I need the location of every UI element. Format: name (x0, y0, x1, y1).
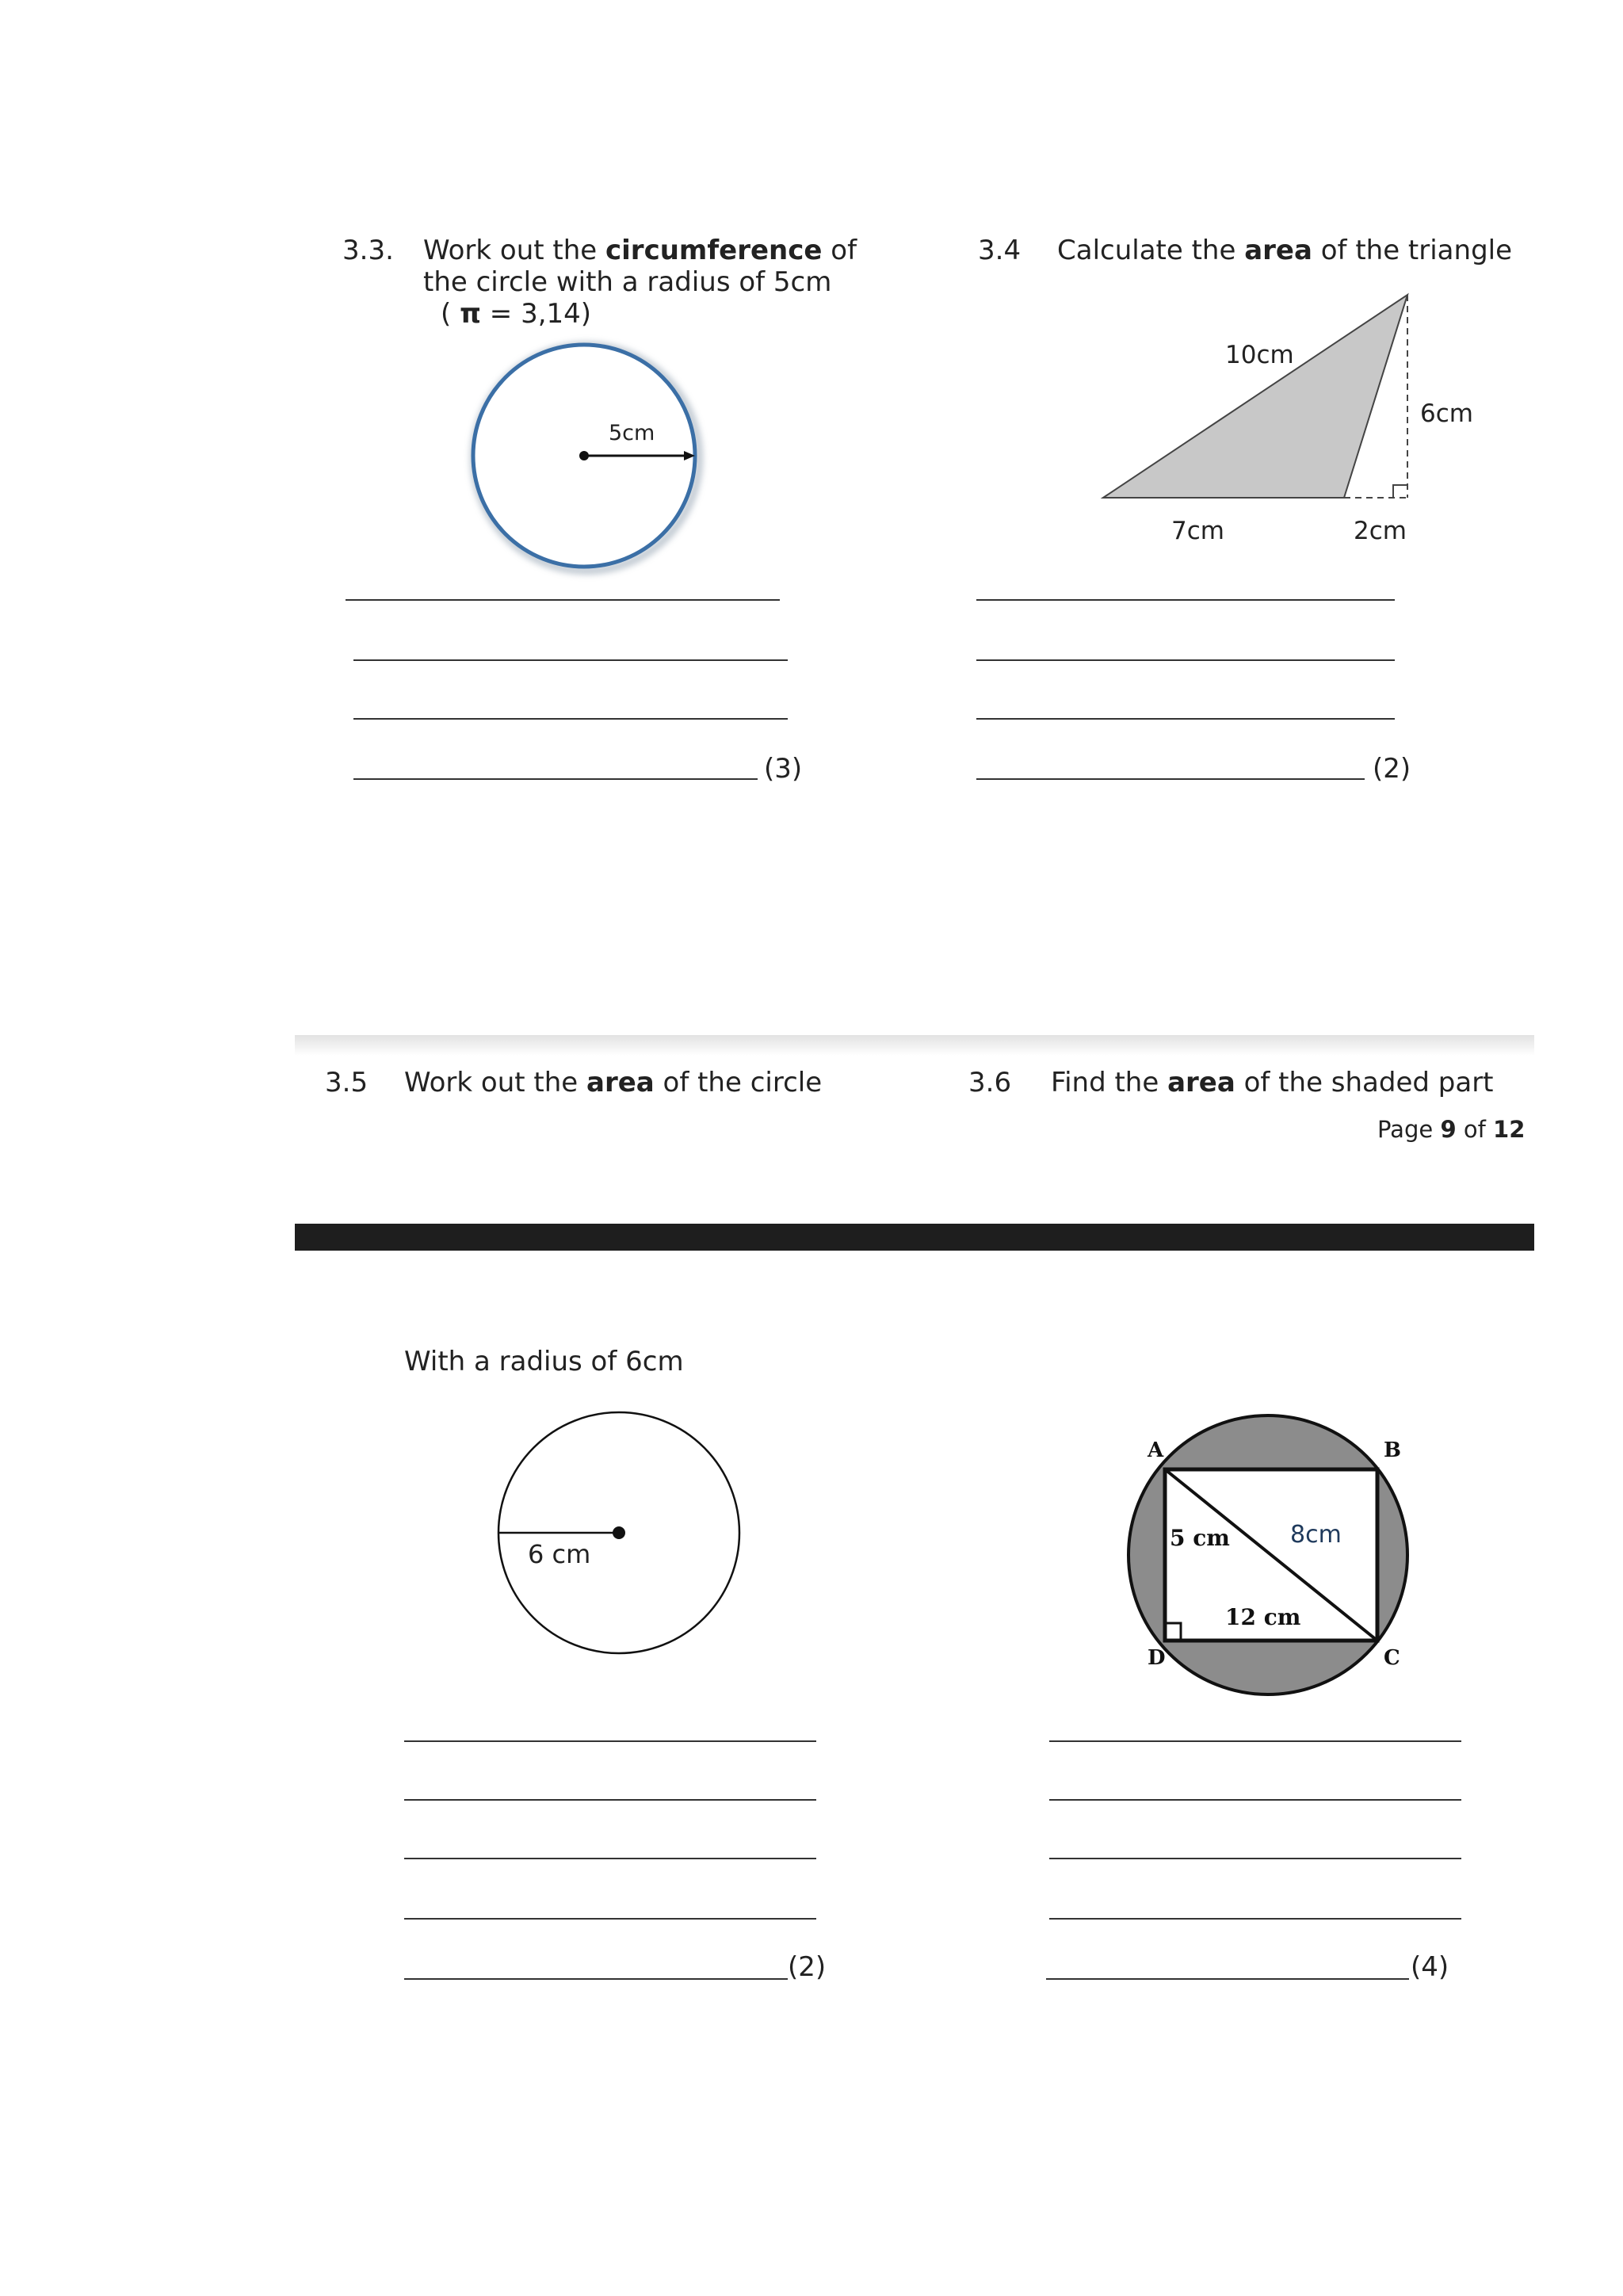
base-label-12cm: 12 cm (1225, 1604, 1301, 1630)
side-label-5cm: 5 cm (1170, 1525, 1230, 1551)
pi-rest: = 3,14) (480, 298, 592, 330)
answer-line[interactable] (404, 1799, 816, 1801)
page-number-footer (1377, 1116, 1525, 1143)
question-3-6-text (1051, 1067, 1494, 1098)
marks-3-6: (4) (1411, 1951, 1449, 1983)
center-point (579, 451, 589, 460)
answer-line[interactable] (404, 1740, 816, 1742)
question-3-5-subtext: With a radius of 6cm (404, 1346, 684, 1377)
answer-line[interactable] (1046, 1978, 1409, 1980)
circle-diagram-3-5 (491, 1408, 745, 1661)
question-3-5-number: 3.5 (325, 1067, 369, 1098)
answer-line[interactable] (976, 718, 1395, 720)
question-3-4-text (1057, 235, 1512, 266)
q33-text-a: Work out the (423, 235, 605, 266)
circle-diagram-3-3 (460, 333, 713, 586)
question-3-6-number: 3.6 (968, 1067, 1012, 1098)
answer-line[interactable] (1049, 1740, 1461, 1742)
extension-label: 2cm (1354, 517, 1407, 545)
vertex-label-b: B (1384, 1438, 1401, 1462)
q34-text-bold: area (1244, 235, 1312, 266)
answer-line[interactable] (1049, 1918, 1461, 1920)
radius-label-6cm: 6 cm (528, 1539, 591, 1569)
q34-text-b: of the triangle (1312, 235, 1513, 266)
q35-text-a: Work out the (404, 1067, 586, 1098)
q36-text-b: of the shaded part (1235, 1067, 1494, 1098)
marks-3-5: (2) (788, 1951, 827, 1983)
triangle-diagram-3-4 (1086, 277, 1498, 555)
marks-3-3: (3) (764, 753, 803, 785)
answer-line[interactable] (976, 778, 1365, 780)
right-angle-marker (1393, 485, 1407, 498)
answer-line[interactable] (404, 1978, 788, 1980)
question-3-3-text-line2: the circle with a radius of 5cm (423, 266, 832, 298)
vertex-label-c: C (1384, 1646, 1400, 1670)
radius-label-5cm: 5cm (609, 421, 655, 445)
height-label: 6cm (1420, 399, 1473, 428)
page-current: 9 (1440, 1116, 1457, 1143)
dark-header-band (295, 1224, 1534, 1251)
page-word: Page (1377, 1116, 1441, 1143)
q36-text-a: Find the (1051, 1067, 1168, 1098)
question-3-3-text-line1 (423, 235, 857, 266)
answer-line[interactable] (353, 778, 758, 780)
q35-text-bold: area (586, 1067, 655, 1098)
base-label: 7cm (1171, 517, 1224, 545)
q36-text-bold: area (1167, 1067, 1235, 1098)
page-total: 12 (1493, 1116, 1526, 1143)
question-3-3-pi-note (441, 298, 591, 330)
hypotenuse-label: 10cm (1225, 341, 1294, 369)
answer-line[interactable] (404, 1918, 816, 1920)
triangle-shape (1103, 295, 1407, 498)
vertex-label-d: D (1148, 1646, 1166, 1670)
pi-symbol: π (460, 298, 481, 330)
question-3-4-number: 3.4 (978, 235, 1022, 266)
question-3-5-text (404, 1067, 822, 1098)
answer-line[interactable] (976, 659, 1395, 661)
q33-text-b: of (822, 235, 857, 266)
q33-text-bold: circumference (605, 235, 823, 266)
page-break-shadow (295, 1035, 1534, 1056)
q35-text-b: of the circle (654, 1067, 823, 1098)
q34-text-a: Calculate the (1057, 235, 1245, 266)
answer-line[interactable] (353, 659, 788, 661)
answer-line[interactable] (1049, 1858, 1461, 1859)
of-word: of (1456, 1116, 1494, 1143)
answer-line[interactable] (976, 599, 1395, 601)
answer-line[interactable] (1049, 1799, 1461, 1801)
center-point (613, 1526, 625, 1539)
answer-line[interactable] (353, 718, 788, 720)
pi-open: ( (441, 298, 460, 330)
diagonal-label-8cm: 8cm (1290, 1521, 1342, 1549)
marks-3-4: (2) (1373, 753, 1411, 785)
answer-line[interactable] (346, 599, 780, 601)
answer-line[interactable] (404, 1858, 816, 1859)
vertex-label-a: A (1148, 1438, 1164, 1462)
shaded-circle-diagram-3-6 (1117, 1403, 1419, 1704)
question-3-3-number: 3.3. (342, 235, 394, 266)
